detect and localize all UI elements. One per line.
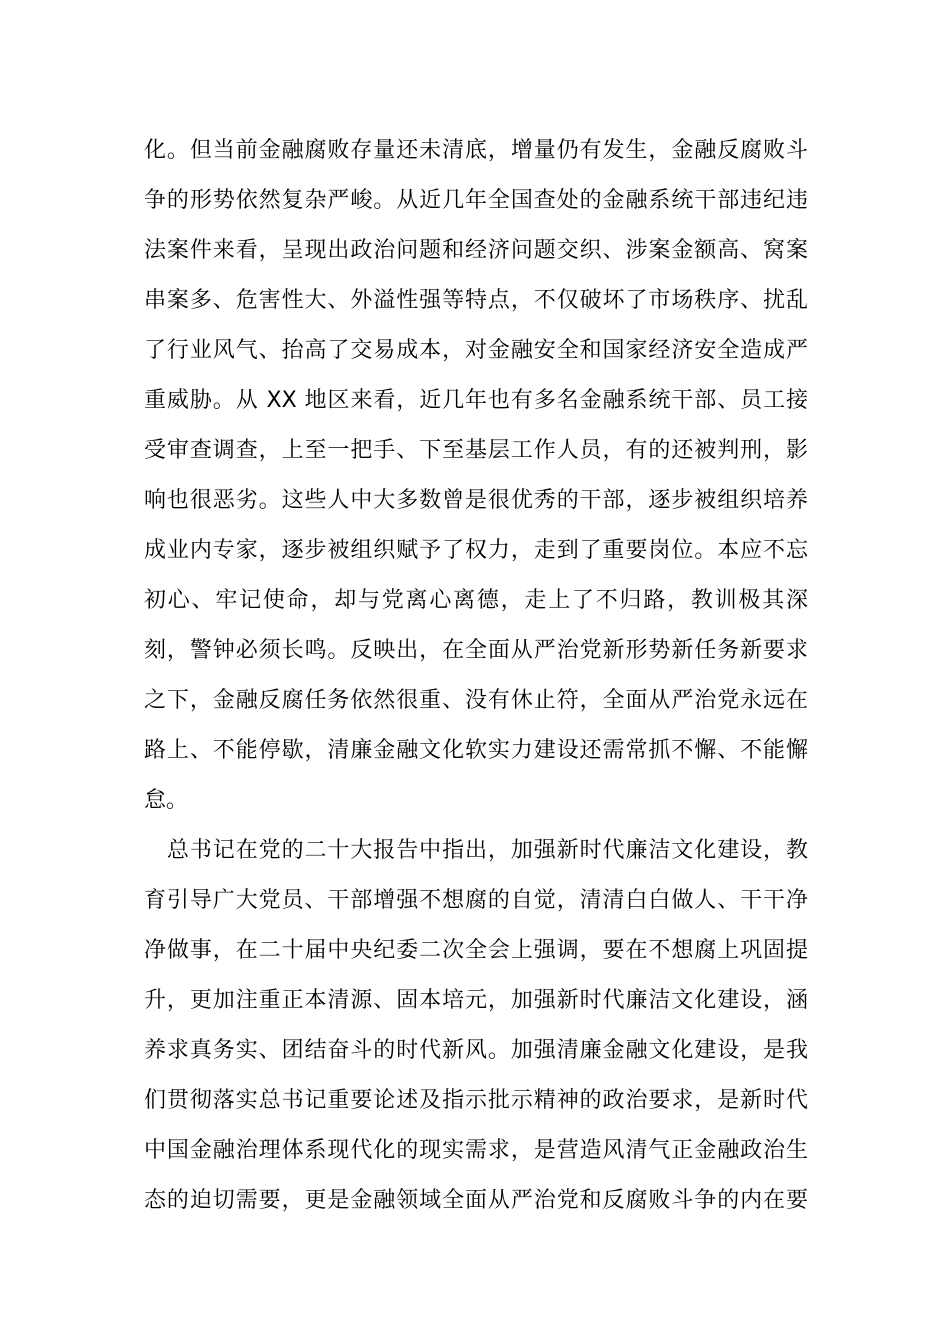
text-line: 总书记在党的二十大报告中指出，加强新时代廉洁文化建设，教 [144, 838, 808, 863]
text-line: 重威胁。从 XX 地区来看，近几年也有多名金融系统干部、员工接 [144, 388, 808, 413]
text-line: 了行业风气、抬高了交易成本，对金融安全和国家经济安全造成严 [144, 338, 808, 363]
text-line: 态的迫切需要，更是金融领域全面从严治党和反腐败斗争的内在要 [144, 1188, 808, 1213]
text-line: 初心、牢记使命，却与党离心离德，走上了不归路，教训极其深 [144, 588, 808, 613]
text-line: 怠。 [144, 788, 189, 813]
text-line: 争的形势依然复杂严峻。从近几年全国查处的金融系统干部违纪违 [144, 188, 808, 213]
text-line: 中国金融治理体系现代化的现实需求，是营造风清气正金融政治生 [144, 1138, 808, 1163]
text-line: 法案件来看，呈现出政治问题和经济问题交织、涉案金额高、窝案 [144, 238, 808, 263]
text-line: 育引导广大党员、干部增强不想腐的自觉，清清白白做人、干干净 [144, 888, 808, 913]
text-line: 成业内专家，逐步被组织赋予了权力，走到了重要岗位。本应不忘 [144, 538, 808, 563]
text-line: 化。但当前金融腐败存量还未清底，增量仍有发生，金融反腐败斗 [144, 138, 808, 163]
text-line: 响也很恶劣。这些人中大多数曾是很优秀的干部，逐步被组织培养 [144, 488, 808, 513]
text-line: 之下，金融反腐任务依然很重、没有休止符，全面从严治党永远在 [144, 688, 808, 713]
text-line: 路上、不能停歇，清廉金融文化软实力建设还需常抓不懈、不能懈 [144, 738, 808, 763]
text-line: 受审查调查，上至一把手、下至基层工作人员，有的还被判刑，影 [144, 438, 808, 463]
text-line: 串案多、危害性大、外溢性强等特点，不仅破坏了市场秩序、扰乱 [144, 288, 808, 313]
paragraph-2 [144, 826, 808, 1226]
paragraph-1 [144, 126, 808, 826]
text-line: 净做事，在二十届中央纪委二次全会上强调，要在不想腐上巩固提 [144, 938, 808, 963]
text-line: 们贯彻落实总书记重要论述及指示批示精神的政治要求，是新时代 [144, 1088, 808, 1113]
text-line: 养求真务实、团结奋斗的时代新风。加强清廉金融文化建设，是我 [144, 1038, 808, 1063]
text-line: 刻，警钟必须长鸣。反映出，在全面从严治党新形势新任务新要求 [144, 638, 808, 663]
text-line: 升，更加注重正本清源、固本培元，加强新时代廉洁文化建设，涵 [144, 988, 808, 1013]
